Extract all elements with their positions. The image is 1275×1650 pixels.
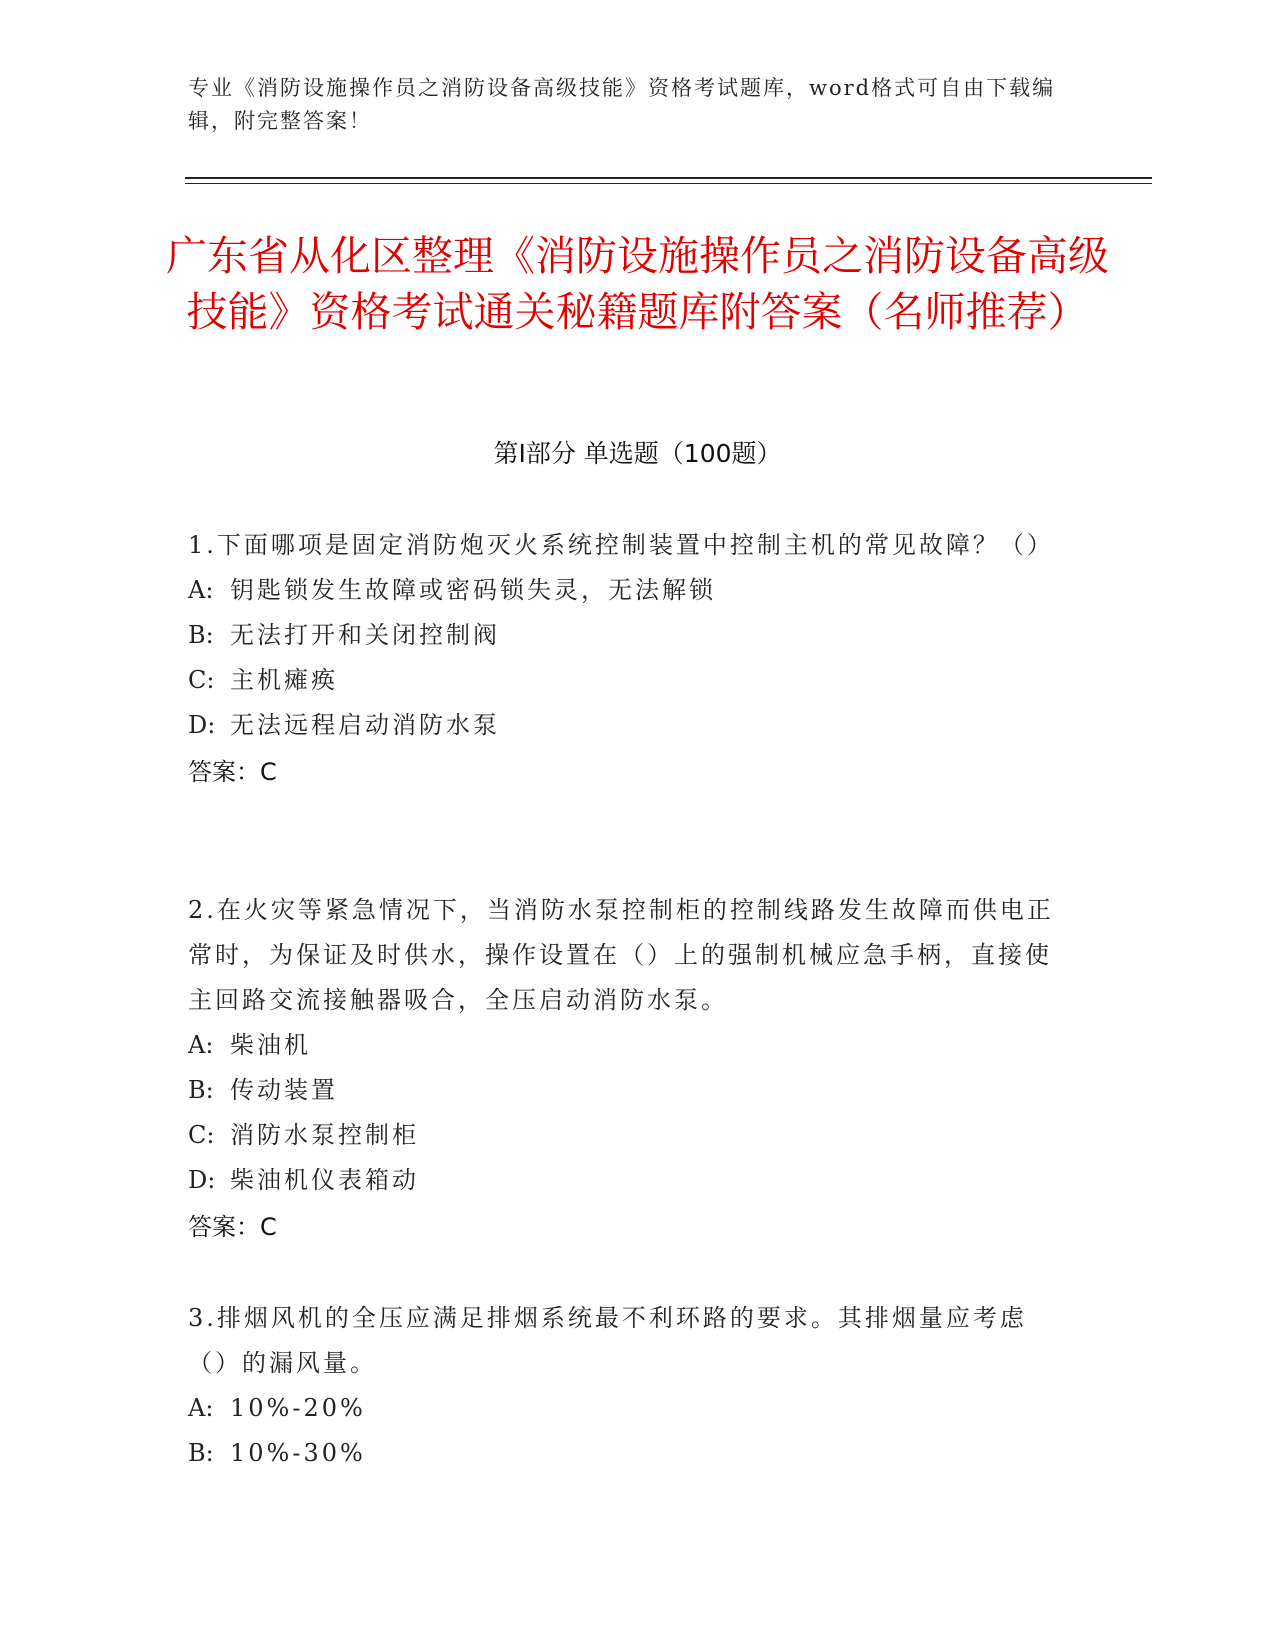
- option-key: C:: [188, 666, 215, 694]
- option-c: [188, 658, 1068, 703]
- header-note: 专业《消防设施操作员之消防设备高级技能》资格考试题库，word格式可自由下载编辑，附完整答案！: [188, 76, 1056, 133]
- option-key: A:: [188, 1031, 214, 1059]
- option-text: 10%-30%: [230, 1439, 366, 1467]
- option-text: 传动装置: [230, 1076, 338, 1104]
- option-text: 钥匙锁发生故障或密码锁失灵，无法解锁: [230, 576, 716, 604]
- question-stem: 2.在火灾等紧急情况下，当消防水泵控制柜的控制线路发生故障而供电正常时，为保证及时供水，操作设置在（）上的强制机械应急手柄，直接使主回路交流接触器吸合，全压启动消防水泵。: [188, 896, 1054, 1014]
- option-text: 无法打开和关闭控制阀: [230, 621, 500, 649]
- option-key: A:: [188, 576, 214, 604]
- option-text: 10%-20%: [230, 1394, 366, 1422]
- option-key: D:: [188, 711, 216, 739]
- option-b: [188, 1431, 1068, 1476]
- option-a: [188, 1023, 1068, 1068]
- option-d: [188, 1158, 1068, 1203]
- option-text: 柴油机仪表箱动: [230, 1166, 419, 1194]
- option-key: B:: [188, 621, 214, 649]
- option-key: B:: [188, 1439, 214, 1467]
- question-2: [188, 888, 1068, 1250]
- answer: 答案：C: [188, 1213, 277, 1241]
- option-text: 消防水泵控制柜: [230, 1121, 419, 1149]
- question-stem: 3.排烟风机的全压应满足排烟系统最不利环路的要求。其排烟量应考虑（）的漏风量。: [188, 1304, 1027, 1377]
- option-c: [188, 1113, 1068, 1158]
- question-1: [188, 523, 1068, 795]
- option-a: [188, 568, 1068, 613]
- option-text: 柴油机: [230, 1031, 311, 1059]
- option-a: [188, 1386, 1068, 1431]
- option-key: A:: [188, 1394, 214, 1422]
- question-3: [188, 1296, 1068, 1476]
- question-stem: 1.下面哪项是固定消防炮灭火系统控制装置中控制主机的常见故障？（）: [188, 531, 1054, 559]
- document-title: 广东省从化区整理《消防设施操作员之消防设备高级技能》资格考试通关秘籍题库附答案（名师推荐）: [166, 232, 1109, 336]
- option-d: [188, 703, 1068, 748]
- header-divider-thin: [185, 183, 1152, 184]
- section-heading: 第Ⅰ部分 单选题（100题）: [493, 439, 782, 468]
- option-b: [188, 613, 1068, 658]
- header-divider-thick: [185, 177, 1152, 179]
- option-key: B:: [188, 1076, 214, 1104]
- answer: 答案：C: [188, 758, 277, 786]
- option-key: C:: [188, 1121, 215, 1149]
- option-text: 主机瘫痪: [230, 666, 338, 694]
- option-key: D:: [188, 1166, 216, 1194]
- option-text: 无法远程启动消防水泵: [230, 711, 500, 739]
- option-b: [188, 1068, 1068, 1113]
